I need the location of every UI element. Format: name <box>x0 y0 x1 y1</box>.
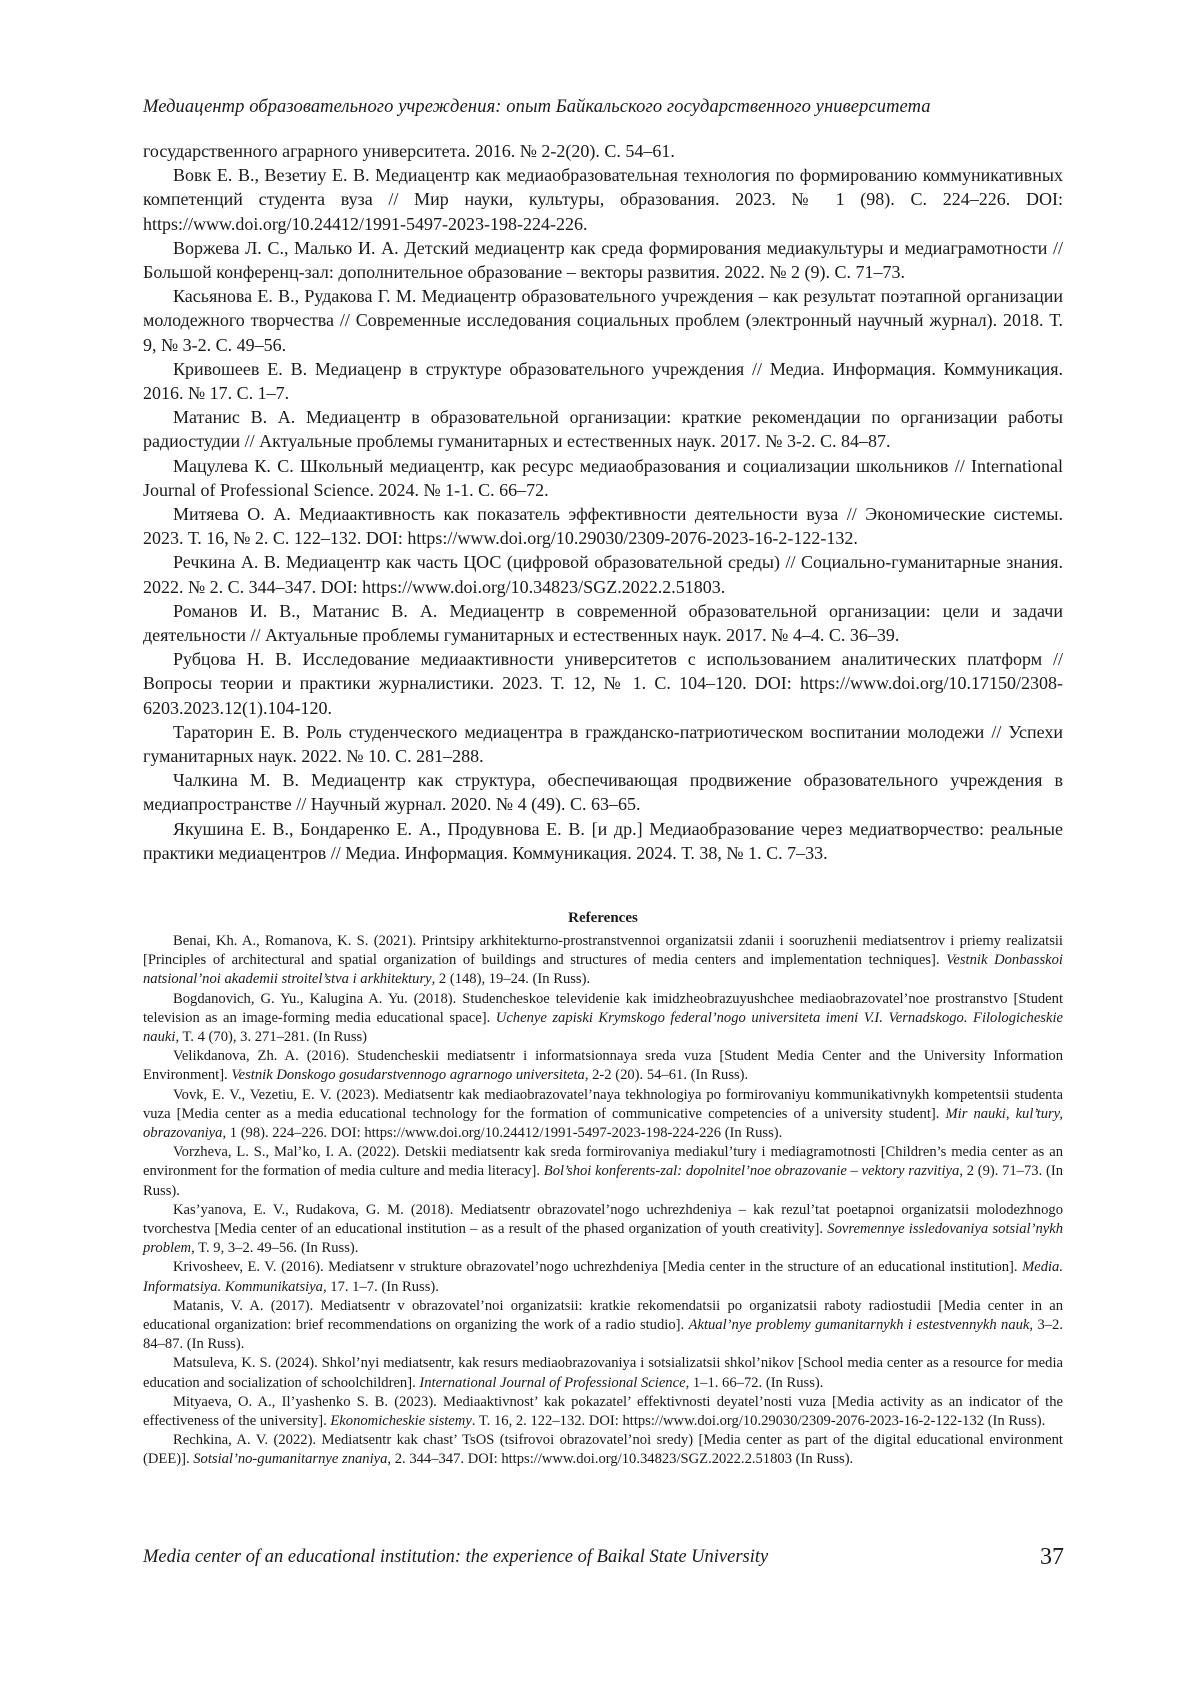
reference-text: Krivosheev, E. V. (2016). Mediatsenr v strukture obrazovatel’nogo uchrezhdeniya [Media center in the structure of an educational institution]. <box>173 1259 1023 1276</box>
reference-source-title: Mir nauki, kul’tury, obrazovaniya <box>143 1105 1063 1142</box>
reference-text: Rechkina, A. V. (2022). Mediatsentr kak chast’ TsOS (tsifrovoi obrazovatel’noi sredy) [Media center as part of the digital educational environment (DEE)]. <box>143 1432 1063 1468</box>
english-reference-item <box>143 1258 1063 1296</box>
reference-details: , T. 9, 3–2. 49–56. (In Russ). <box>191 1240 359 1257</box>
reference-source-title: Vestnik Donbasskoi natsional’noi akademii stroitel’stva i arkhitektury <box>143 952 1063 988</box>
references-heading: References <box>568 910 638 926</box>
english-reference-item <box>143 1393 1063 1431</box>
reference-details: , 2 (9). 71–73. (In Russ). <box>143 1163 1063 1199</box>
reference-text: Vorzheva, L. S., Mal’ko, I. A. (2022). Detskii mediatsentr kak sreda formirovaniya mediakul’tury i mediagramotnosti [Children’s media center as an environment for the formation of media culture and media literacy]. <box>143 1144 1063 1180</box>
english-reference-item <box>143 1201 1063 1259</box>
russian-reference-item: Речкина А. В. Медиацентр как часть ЦОС (цифровой образовательной среды) // Социально-гуманитарные знания. 2022. № 2. С. 344–347. DOI: https://www.doi.org/10.34823/SGZ.2022.2.51803. <box>143 552 1063 597</box>
reference-details: , 2. 344–347. DOI: https://www.doi.org/10.34823/SGZ.2022.2.51803 (In Russ). <box>387 1451 854 1468</box>
reference-details: . T. 16, 2. 122–132. DOI: https://www.doi.org/10.29030/2309-2076-2023-16-2-122-132 (In Russ). <box>471 1413 1046 1430</box>
russian-reference-item: Матанис В. А. Медиацентр в образовательной организации: краткие рекомендации по организации работы радиостудии // Актуальные проблемы гуманитарных и естественных наук. 2017. № 3-2. С. 84–87. <box>143 407 1063 452</box>
russian-reference-item: Касьянова Е. В., Рудакова Г. М. Медиацентр образовательного учреждения – как результат поэтапной организации молодежного творчества // Современные исследования социальных проблем (электронный научный журнал). 2018. Т. 9, № 3-2. С. 49–56. <box>143 286 1063 355</box>
reference-source-title: International Journal of Professional Science <box>419 1374 686 1391</box>
reference-text: Kas’yanova, E. V., Rudakova, G. M. (2018). Mediatsentr obrazovatel’nogo uchrezhdeniya – kak rezul’tat poetapnoi organizatsii molodezhnogo tvorchestva [Media center of an educational institution – as a result of the phased organization of youth creativity]. <box>143 1201 1063 1238</box>
reference-source-title: Aktual’nye problemy gumanitarnykh i estestvennykh nauk <box>688 1317 1030 1334</box>
reference-text: Matsuleva, K. S. (2024). Shkol’nyi mediatsentr, kak resurs mediaobrazovaniya i sotsializatsii shkol’nikov [School media center as a resource for media education and socialization of schoolchildren]. <box>143 1355 1063 1391</box>
english-reference-item <box>143 1143 1063 1201</box>
running-head: Медиацентр образовательного учреждения: опыт Байкальского государственного университета <box>143 97 931 117</box>
russian-reference-item: Мацулева К. С. Школьный медиацентр, как ресурс медиаобразования и социализации школьников // International Journal of Professional Science. 2024. № 1-1. С. 66–72. <box>143 455 1063 500</box>
reference-text: Vovk, E. V., Vezetiu, E. V. (2023). Mediatsentr kak mediaobrazovatel’naya tekhnologiya po formirovaniyu kommunikativnykh kompetentsii studenta vuza [Media center as a media educational technology for the formation of communicative competencies of a university student]. <box>143 1086 1063 1122</box>
reference-source-title: Sovremennye issledovaniya sotsial’nykh problem <box>143 1221 1063 1257</box>
russian-reference-list <box>143 139 1063 865</box>
russian-reference-item: Рубцова Н. В. Исследование медиаактивности университетов с использованием аналитических платформ // Вопросы теории и практики журналистики. 2023. Т. 12, № 1. С. 104–120. DOI: https://www.doi.org/10.17150/2308-6203.2023.12(1).104-120. <box>143 649 1063 718</box>
reference-details: , 1 (98). 224–226. DOI: https://www.doi.org/10.24412/1991-5497-2023-198-224-226 (In Russ). <box>222 1125 783 1142</box>
english-reference-item <box>143 1354 1063 1392</box>
english-reference-item <box>143 990 1063 1048</box>
english-reference-item <box>143 1431 1063 1469</box>
reference-text: Matanis, V. A. (2017). Mediatsentr v obrazovatel’noi organizatsii: kratkie rekomendatsii po organizatsii raboty radiostudii [Media center in an educational organization: brief recommendations on organizing the work of a radio studio]. <box>143 1297 1063 1334</box>
russian-reference-item: Тараторин Е. В. Роль студенческого медиацентра в гражданско-патриотическом воспитании молодежи // Успехи гуманитарных наук. 2022. № 10. С. 281–288. <box>143 721 1063 767</box>
reference-details: , T. 4 (70), 3. 271–281. (In Russ) <box>175 1029 368 1046</box>
english-reference-item <box>143 1047 1063 1085</box>
russian-reference-item: государственного аграрного университета. 2016. № 2-2(20). С. 54–61. <box>143 141 675 161</box>
russian-reference-item: Романов И. В., Матанис В. А. Медиацентр в современной образовательной организации: цели и задачи деятельности // Актуальные проблемы гуманитарных и естественных наук. 2017. № 4–4. С. 36–39. <box>143 600 1063 646</box>
reference-source-title: Uchenye zapiski Krymskogo federal’nogo universiteta imeni V.I. Vernadskogo. Filologicheskie nauki <box>143 1009 1063 1046</box>
russian-reference-item: Якушина Е. В., Бондаренко Е. А., Продувнова Е. В. [и др.] Медиаобразование через медиатворчество: реальные практики медиацентров // Медиа. Информация. Коммуникация. 2024. Т. 38, № 1. С. 7–33. <box>143 818 1063 863</box>
reference-details: , 3–2. 84–87. (In Russ). <box>143 1317 1064 1353</box>
reference-details: , 1–1. 66–72. (In Russ). <box>685 1374 824 1391</box>
reference-text: Velikdanova, Zh. A. (2016). Studencheskii mediatsentr i informatsionnaya sreda vuza [Student Media Center and the University Information Environment]. <box>143 1048 1063 1084</box>
reference-source-title: Media. Informatsiya. Kommunikatsiya <box>143 1259 1063 1295</box>
english-reference-item <box>143 932 1063 990</box>
reference-source-title: Vestnik Donskogo gosudarstvennogo agrarnogo universiteta <box>231 1067 585 1084</box>
reference-source-title: Sotsial’no-gumanitarnye znaniya <box>193 1451 388 1468</box>
reference-text: Mityaeva, O. A., Il’yashenko S. B. (2023). Mediaaktivnost’ kak pokazatel’ effektivnosti deyatel’nosti vuza [Media activity as an indicator of the effectiveness of the university]. <box>143 1393 1063 1430</box>
russian-reference-item: Кривошеев Е. В. Медиаценр в структуре образовательного учреждения // Медиа. Информация. Коммуникация. 2016. № 17. С. 1–7. <box>143 358 1063 404</box>
footer-running-title: Media center of an educational institution: the experience of Baikal State University <box>143 1547 769 1567</box>
english-reference-list <box>143 932 1063 1470</box>
russian-reference-item: Воржева Л. С., Малько И. А. Детский медиацентр как среда формирования медиакультуры и медиаграмотности // Большой конференц-зал: дополнительное образование – векторы развития. 2022. № 2 (9). С. 71–73. <box>143 237 1063 283</box>
reference-text: Benai, Kh. A., Romanova, K. S. (2021). Printsipy arkhitekturno-prostranstvennoi organizatsii zdanii i sooruzhenii mediatsentrov i priemy realizatsii [Principles of architectural and spatial organization of buildings and structures of media centers and implementation techniques]. <box>143 933 1063 969</box>
reference-text: Bogdanovich, G. Yu., Kalugina A. Yu. (2018). Studencheskoe televidenie kak imidzheobrazuyushchee mediaobrazovatel’noe prostranstvo [Student television as an image-forming media educational space]. <box>143 990 1063 1026</box>
english-reference-item <box>143 1086 1063 1144</box>
russian-reference-item: Чалкина М. В. Медиацентр как структура, обеспечивающая продвижение образовательного учреждения в медиапространстве // Научный журнал. 2020. № 4 (49). С. 63–65. <box>143 770 1063 815</box>
russian-reference-item: Вовк Е. В., Везетиу Е. В. Медиацентр как медиаобразовательная технология по формированию коммуникативных компетенций студента вуза // Мир науки, культуры, образования. 2023. № 1 (98). С. 224–226. DOI: https://www.doi.org/10.24412/1991-5497-2023-198-224-226. <box>143 165 1063 234</box>
russian-reference-item: Митяева О. А. Медиаактивность как показатель эффективности деятельности вуза // Экономические системы. 2023. Т. 16, № 2. С. 122–132. DOI: https://www.doi.org/10.29030/2309-2076-2023-16-2-122-132. <box>143 504 1063 549</box>
english-reference-item <box>143 1297 1063 1355</box>
page-number: 37 <box>1040 1544 1064 1570</box>
reference-source-title: Bol’shoi konferents-zal: dopolnitel’noe obrazovanie – vektory razvitiya <box>543 1163 960 1180</box>
reference-details: , 2-2 (20). 54–61. (In Russ). <box>584 1067 749 1084</box>
reference-details: , 2 (148), 19–24. (In Russ). <box>431 971 591 988</box>
reference-source-title: Ekonomicheskie sistemy <box>330 1413 472 1430</box>
reference-details: , 17. 1–7. (In Russ). <box>322 1278 439 1295</box>
